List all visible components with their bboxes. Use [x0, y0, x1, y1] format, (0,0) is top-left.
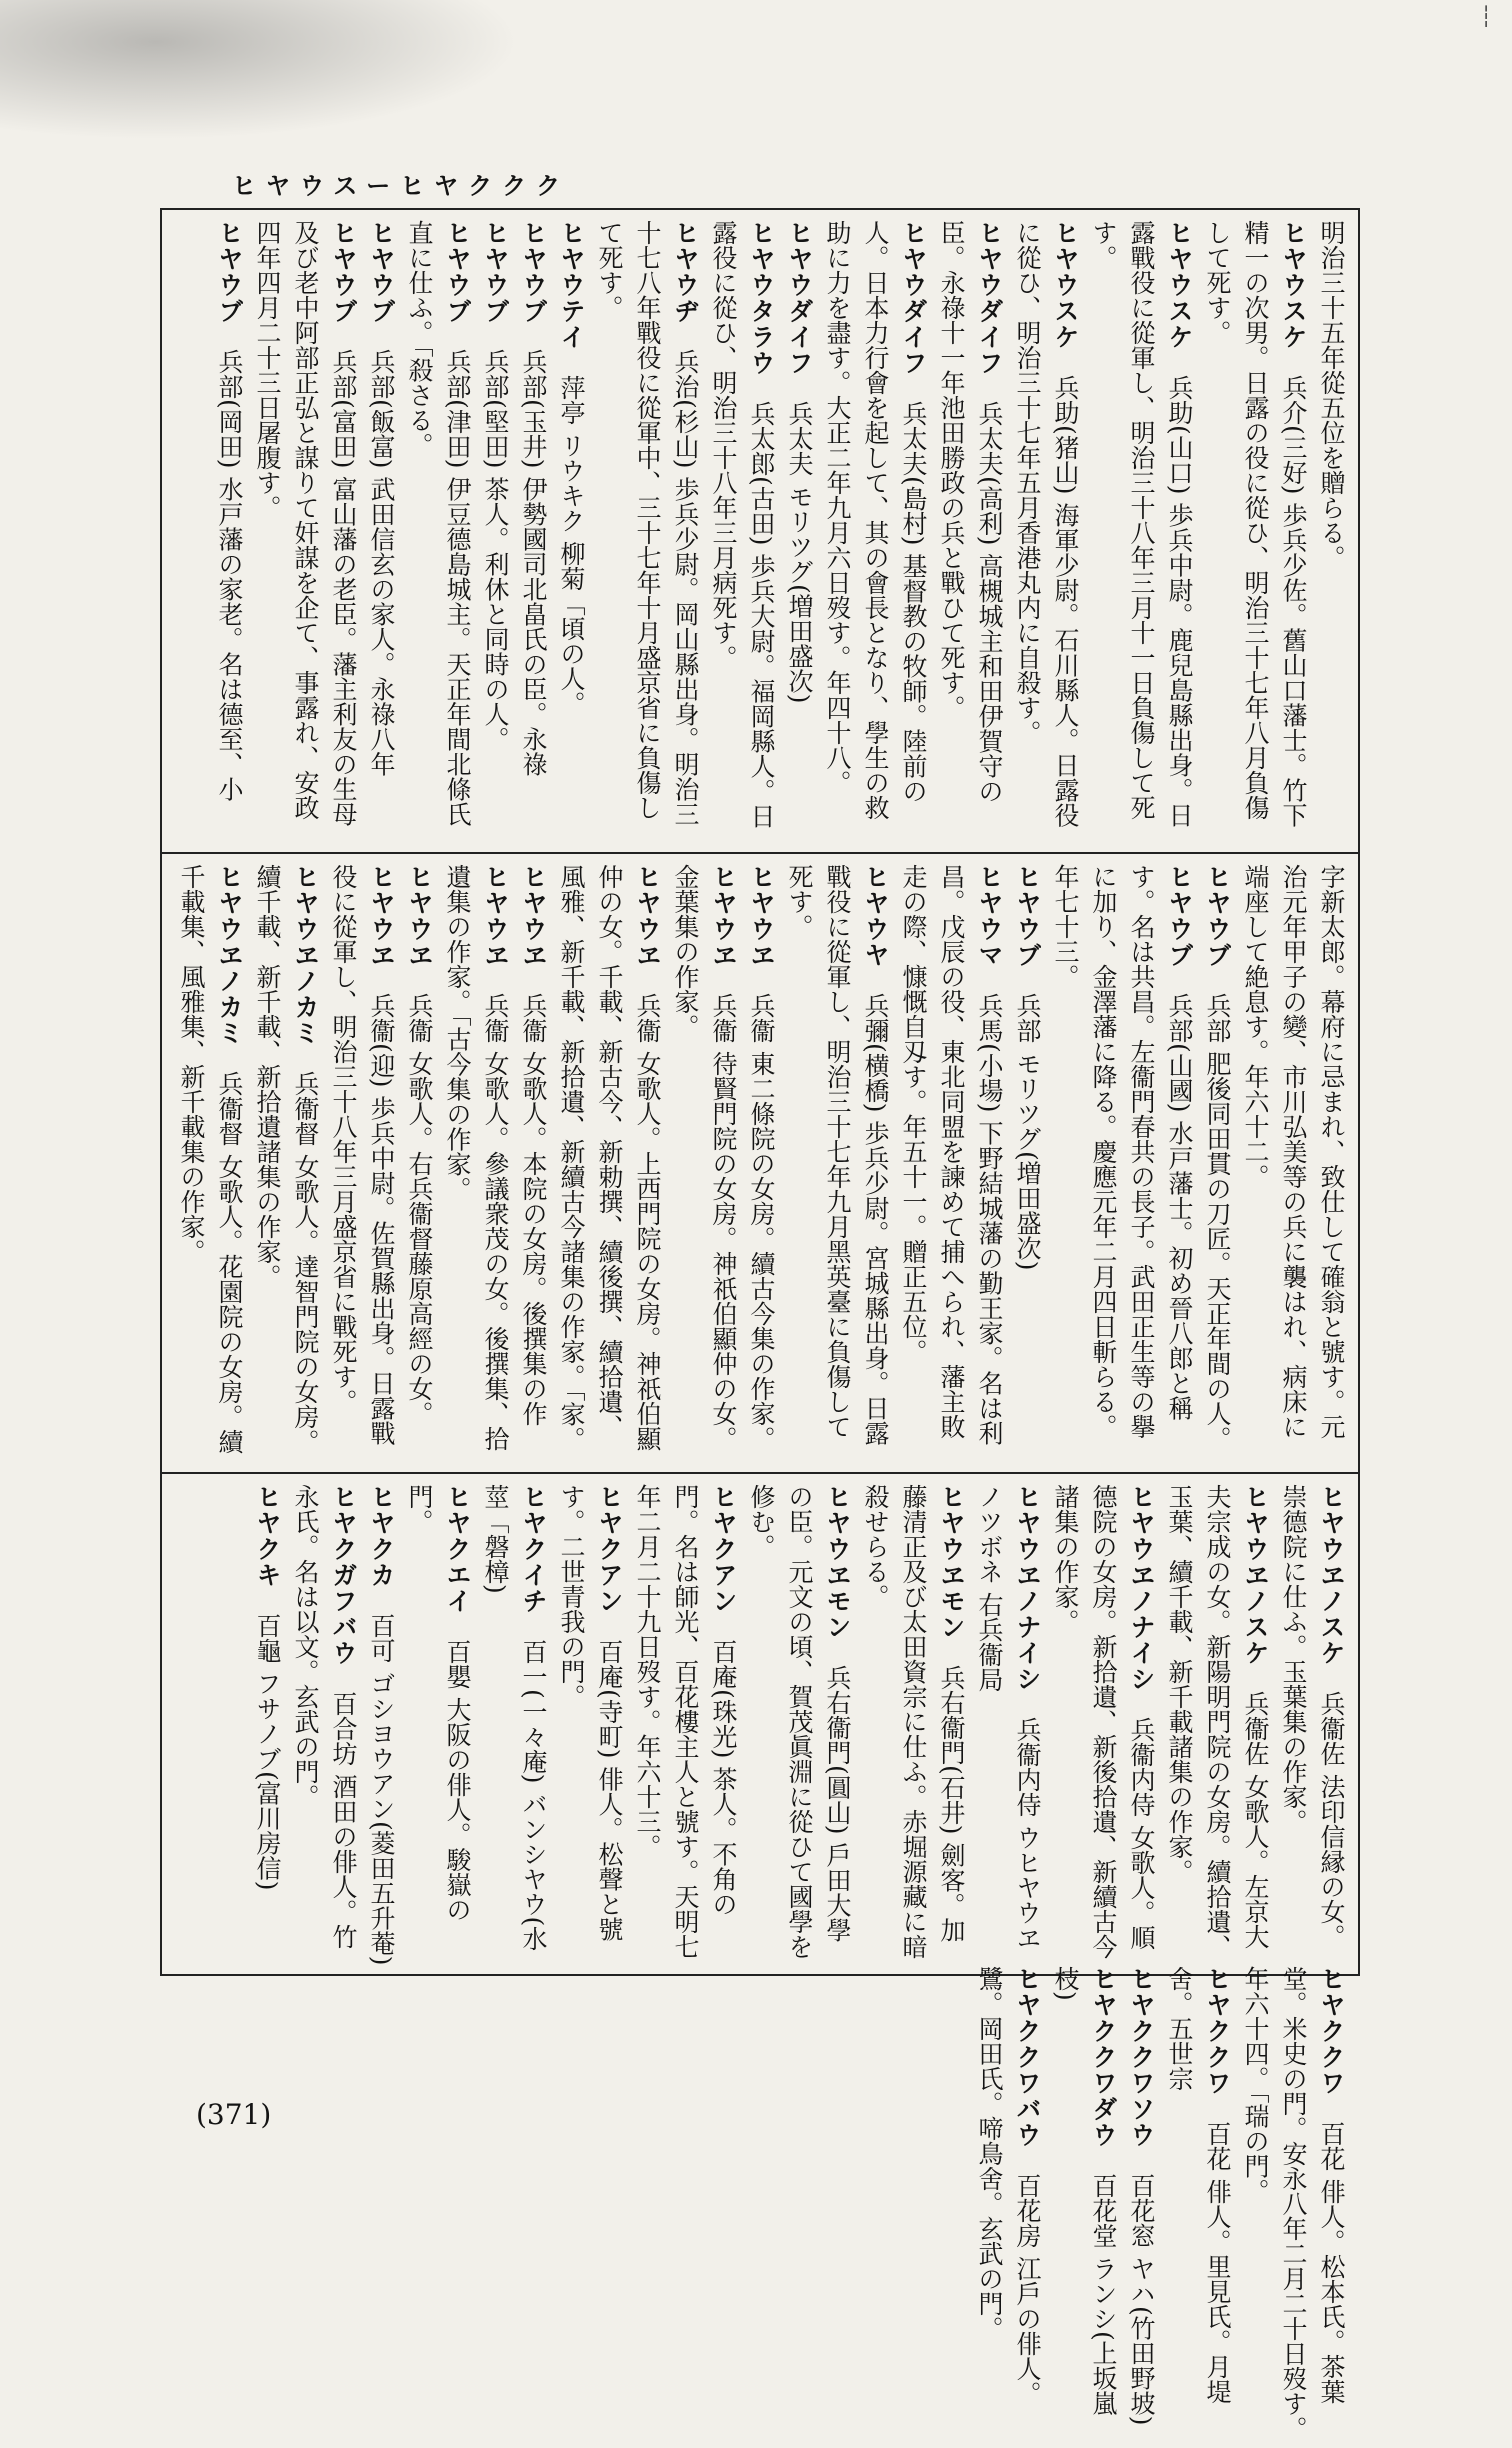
entry-text: 百花房 江戶の俳人。鷺。岡田氏。啼鳥舍。玄武の門。: [975, 1966, 1042, 2406]
dictionary-entry: [248, 220, 362, 842]
dictionary-entry: [628, 1484, 742, 1966]
dictionary-entry: [400, 220, 476, 842]
dictionary-entry: [476, 1484, 552, 1966]
dictionary-entry: [248, 864, 324, 1462]
entry-headword: ヒヤウダイフ: [785, 220, 814, 376]
entries-top: [170, 220, 1350, 842]
entry-text: 兵衞 女歌人。參議衆茂の女。後撰集、拾遺集の作家。「古今集の作家。: [443, 864, 510, 1451]
dictionary-entry: [362, 220, 400, 842]
entry-headword: ヒヤウヤ: [861, 864, 890, 968]
dictionary-entry: [780, 864, 894, 1462]
entry-headword: ヒヤウマ: [975, 864, 1004, 968]
dictionary-entry: [742, 1484, 856, 1966]
dictionary-entry: [1274, 1484, 1350, 1966]
entry-text: 萍亭 リウキク 柳菊「頃の人。: [557, 375, 586, 716]
band-divider-2: [160, 1472, 1360, 1474]
entry-headword: ヒヤウブ: [329, 220, 358, 324]
dictionary-entry: [1046, 1484, 1160, 1966]
entry-headword: ヒヤウタラウ: [747, 220, 776, 376]
entry-text: 兵部(玉井) 伊勢國司北畠氏の臣。永祿: [519, 349, 548, 777]
entry-headword: ヒヤウヱ: [481, 864, 510, 968]
dictionary-entry: [172, 864, 248, 1462]
entry-headword: ヒヤウブ: [443, 220, 472, 324]
entry-text: 兵部(津田) 伊豆德島城主。天正年間北條氏直に仕ふ。「殺さる。: [405, 220, 472, 827]
entry-text: 兵太夫(島村) 基督教の牧師。陸前の人。日本力行會を起して、其の會長となり、學生の救助に力を盡す。大正二年九月六日歿す。年四十八。: [823, 220, 928, 820]
entry-text: 百花 俳人。松本氏。茶葉堂。米史の門。安永八年二月二十日歿す。年六十四。「瑞の門。: [1241, 1966, 1346, 2441]
entry-text: 兵部(飯富) 武田信玄の家人。永祿八年: [367, 349, 396, 777]
dictionary-entry: [1198, 220, 1312, 842]
entry-text: 兵衞 東二條院の女房。續古今集の作家。: [747, 993, 776, 1451]
entry-text: 百一(一々庵) バンシヤウ(水莖「磐樟): [481, 1484, 548, 1952]
entry-headword: ヒヤククワソウ: [1127, 1966, 1156, 2148]
entry-text: 字新太郎。幕府に忌まれ、致仕して確翁と號す。元治元年甲子の變、市川弘美等の兵に襲はれ、病床に端座して絶息す。年六十二。: [1241, 864, 1346, 1439]
entry-headword: ヒヤククワ: [1317, 1966, 1346, 2096]
entry-headword: ヒヤウヱモン: [937, 1484, 966, 1640]
entry-headword: ヒヤククワバウ: [1013, 1966, 1042, 2148]
entry-headword: ヒヤクカ: [367, 1484, 396, 1588]
entry-text: 百合坊 酒田の俳人。竹永氏。名は以文。玄武の門。: [291, 1484, 358, 1949]
entry-headword: ヒヤウヱ: [367, 864, 396, 968]
entry-text: 兵衞内侍 ウヒヤウヱノツボネ 右兵衞局: [975, 1484, 1042, 1950]
dictionary-entry: [1084, 220, 1198, 842]
entry-text: 兵助(山口) 歩兵中尉。鹿兒島縣出身。日露戰役に從軍し、明治三十八年三月十一日負傷して死す。: [1089, 220, 1194, 828]
entry-headword: ヒヤウヱ: [633, 864, 662, 968]
dictionary-entry: [514, 220, 552, 842]
entry-text: 兵彌(横橋) 歩兵少尉。宮城縣出身。日露戰役に從軍し、明治三十七年九月黑英臺に負傷して死す。: [785, 864, 890, 1446]
dictionary-entry: [476, 220, 514, 842]
entry-headword: ヒヤクキ: [253, 1484, 282, 1588]
entry-text: 兵部(山國) 水戸藩士。初め晉八郎と稱す。名は共昌。左衞門春共の長子。武田正生等の擧に加り、金澤藩に降る。慶應元年二月四日斬らる。年七十三。: [1051, 864, 1194, 1439]
entry-headword: ヒヤククワダウ: [1089, 1966, 1118, 2148]
dictionary-entry: [1046, 1966, 1122, 2448]
entry-headword: ヒヤウブ: [1013, 864, 1042, 968]
entry-text: 百龜 フサノブ(富川房信): [253, 1613, 282, 1891]
scan-smudge: [0, 0, 520, 140]
dictionary-entry: [210, 220, 248, 842]
dictionary-entry: [590, 220, 704, 842]
entry-text: 兵衞督 女歌人。花園院の女房。續千載集、風雅集、新千載集の作家。: [177, 864, 244, 1454]
entry-headword: ヒヤウヱ: [405, 864, 434, 968]
entry-text: 百嬰 大阪の俳人。駿嶽の門。: [405, 1484, 472, 1922]
dictionary-entry: [1236, 1966, 1350, 2448]
entry-headword: ヒヤクアン: [709, 1484, 738, 1614]
entry-text: 百花 俳人。里見氏。月堤舍。五世宗: [1165, 1966, 1232, 2404]
dictionary-entry: [552, 220, 590, 842]
entry-headword: ヒヤウブ: [215, 220, 244, 324]
entry-text: 百花堂 ランシ(上坂嵐枝): [1051, 1966, 1118, 2416]
entry-text: 百花窓 ヤハ(竹田野坡): [1127, 2173, 1156, 2426]
entry-text: 百可 ゴシヨウアン(菱田五升菴): [367, 1613, 396, 1966]
entry-text: 兵衞 待賢門院の女房。神祇伯顯仲の女。金葉集の作家。: [671, 864, 738, 1451]
entry-headword: ヒヤクガフバウ: [329, 1484, 358, 1666]
dictionary-entry: [1160, 1966, 1236, 2448]
entry-headword: ヒヤウテイ: [557, 220, 586, 350]
entry-text: 兵治(杉山) 歩兵少尉。岡山縣出身。明治三十七八年戰役に從軍中、三十七年十月盛京省に負傷して死す。: [595, 220, 700, 827]
entry-headword: ヒヤウブ: [1203, 864, 1232, 968]
entry-headword: ヒヤクエイ: [443, 1484, 472, 1614]
dictionary-entry: [1122, 1966, 1160, 2448]
entry-headword: ヒヤウスケ: [1279, 220, 1308, 350]
entry-headword: ヒヤウヱ: [709, 864, 738, 968]
dictionary-entry: [818, 220, 932, 842]
entry-text: 兵衞 女歌人。右兵衞督藤原高經の女。: [405, 993, 434, 1426]
entry-text: 兵右衞門(圓山) 戶田大學の臣。元文の頃、賀茂眞淵に從ひて國學を修む。: [747, 1484, 852, 1959]
entry-text: 兵部 モリツグ(増田盛次): [1013, 993, 1042, 1271]
dictionary-entry: [1198, 864, 1236, 1462]
entry-text: 明治三十五年從五位を贈らる。: [1317, 220, 1346, 570]
entry-text: 兵衞 女歌人。上西門院の女房。神祇伯顯仲の女。千載、新古今、新勅撰、續後撰、續拾遺、風雅、新千載、新拾遺、新續古今諸集の作家。「家。: [557, 864, 662, 1452]
dictionary-entry: [400, 1484, 476, 1966]
dictionary-entry: [970, 1484, 1046, 1966]
entry-headword: ヒヤウヱノスケ: [1317, 1484, 1346, 1666]
entry-text: 兵部(岡田) 水戸藩の家老。名は德至、小: [215, 349, 244, 802]
band-divider-1: [160, 852, 1360, 854]
entry-headword: ヒヤウダイフ: [899, 220, 928, 376]
entry-headword: ヒヤウブ: [367, 220, 396, 324]
entry-text: 兵部(富田) 富山藩の老臣。藩主利友の生母及び老中阿部正弘と謀りて奸謀を企て、事露れ、安政四年四月二十三日屠腹す。: [253, 220, 358, 827]
dictionary-entry: [970, 1966, 1046, 2448]
entry-headword: ヒヤウブ: [1165, 864, 1194, 968]
margin-mark: ┆: [1480, 4, 1493, 28]
dictionary-entry: [1008, 220, 1084, 842]
entry-headword: ヒヤウヱノスケ: [1241, 1484, 1270, 1666]
dictionary-entry: [400, 864, 438, 1462]
entry-headword: ヒヤクアン: [595, 1484, 624, 1614]
entry-headword: ヒヤウブ: [519, 220, 548, 324]
entry-text: 兵介(三好) 歩兵少佐。舊山口藩士。竹下精一の次男。日露の役に從ひ、明治三十七年八月負傷して死す。: [1203, 220, 1308, 828]
entry-text: 兵衞内侍 女歌人。順德院の女房。新拾遺、新後拾遺、新續古今諸集の作家。: [1051, 1484, 1156, 1959]
band-top: [170, 220, 1350, 842]
entry-text: 兵衞(迎) 歩兵中尉。佐賀縣出身。日露戰役に從軍し、明治三十八年三月盛京省に戰死す。: [329, 864, 396, 1446]
entry-text: 兵部 肥後同田貫の刀匠。天正年間の人。: [1203, 993, 1232, 1451]
dictionary-entry: [552, 864, 666, 1462]
entry-text: 百庵(寺町) 俳人。松聲と號す。二世青我の門。: [557, 1484, 624, 1942]
dictionary-entry: [1312, 220, 1350, 842]
entry-text: 兵衞佐 女歌人。左京大夫宗成の女。新陽明門院の女房。續拾遺、玉葉、續千載、新千載諸集の作家。: [1165, 1484, 1270, 1959]
dictionary-entry: [1236, 864, 1350, 1462]
entry-text: 兵衞督 女歌人。達智門院の女房。續千載、新千載、新拾遺諸集の作家。: [253, 864, 320, 1454]
dictionary-entry: [362, 1484, 400, 1966]
entry-headword: ヒヤウヱモン: [823, 1484, 852, 1640]
entry-headword: ヒヤウスケ: [1165, 220, 1194, 350]
page-number: (371): [196, 2098, 272, 2131]
entry-headword: ヒヤウヂ: [671, 220, 700, 324]
dictionary-entry: [248, 1484, 286, 1966]
dictionary-entry: [514, 864, 552, 1462]
entries-middle: [170, 864, 1350, 1462]
entry-headword: ヒヤウダイフ: [975, 220, 1004, 376]
entry-headword: ヒヤククワ: [1203, 1966, 1232, 2096]
dictionary-entry: [932, 220, 1008, 842]
entry-text: 兵衞 女歌人。本院の女房。後撰集の作: [519, 993, 548, 1426]
entry-headword: ヒヤウヱノカミ: [291, 864, 320, 1046]
running-header: ヒヤウスーヒヤククク: [232, 171, 571, 200]
entry-text: 兵馬(小場) 下野結城藩の勤王家。名は利昌。戊辰の役、東北同盟を諫めて捕へられ、藩主敗走の際、慷慨自刄す。年五十一。贈正五位。: [899, 864, 1004, 1446]
dictionary-entry: [666, 864, 742, 1462]
entry-text: 兵太夫 モリツグ(増田盛次): [785, 401, 814, 704]
dictionary-entry: [704, 220, 780, 842]
dictionary-entry: [552, 1484, 628, 1966]
dictionary-entry: [742, 864, 780, 1462]
entry-text: 百庵(珠光) 茶人。不角の門。名は師光、百花樓主人と號す。天明七年二月二十九日歿す。年六十三。: [633, 1484, 738, 1959]
dictionary-entry: [1008, 864, 1046, 1462]
band-middle: [170, 864, 1350, 1462]
entry-headword: ヒヤクイチ: [519, 1484, 548, 1614]
entry-headword: ヒヤウヱ: [747, 864, 776, 968]
entry-headword: ヒヤウヱ: [519, 864, 548, 968]
entry-text: 兵部(堅田) 茶人。利休と同時の人。: [481, 349, 510, 752]
entry-text: 兵右衞門(石井) 劍客。加藤清正及び太田資宗に仕ふ。赤堀源藏に暗殺せらる。: [861, 1484, 966, 1959]
dictionary-entry: [856, 1484, 970, 1966]
entry-text: 兵衞佐 法印信縁の女。崇德院に仕ふ。玉葉集の作家。: [1279, 1484, 1346, 1949]
entry-text: 兵太郎(古田) 歩兵大尉。福岡縣人。日露役に從ひ、明治三十八年三月病死す。: [709, 220, 776, 829]
dictionary-entry: [438, 864, 514, 1462]
entry-headword: ヒヤウヱノナイシ: [1127, 1484, 1156, 1692]
dictionary-entry: [1046, 864, 1198, 1462]
entry-headword: ヒヤウブ: [481, 220, 510, 324]
entry-text: 兵助(猪山) 海軍少尉。石川縣人。日露役に從ひ、明治三十七年五月香港丸内に自殺す。: [1013, 220, 1080, 828]
dictionary-entry: [894, 864, 1008, 1462]
dictionary-entry: [1160, 1484, 1274, 1966]
dictionary-entry: [780, 220, 818, 842]
entry-headword: ヒヤウヱノカミ: [215, 864, 244, 1046]
entry-text: 兵太夫(高利) 高槻城主和田伊賀守の臣。永祿十一年池田勝政の兵と戰ひて死す。: [937, 220, 1004, 804]
dictionary-entry: [324, 864, 400, 1462]
dictionary-entry: [286, 1484, 362, 1966]
entry-headword: ヒヤウスケ: [1051, 220, 1080, 350]
entry-headword: ヒヤウヱノナイシ: [1013, 1484, 1042, 1692]
